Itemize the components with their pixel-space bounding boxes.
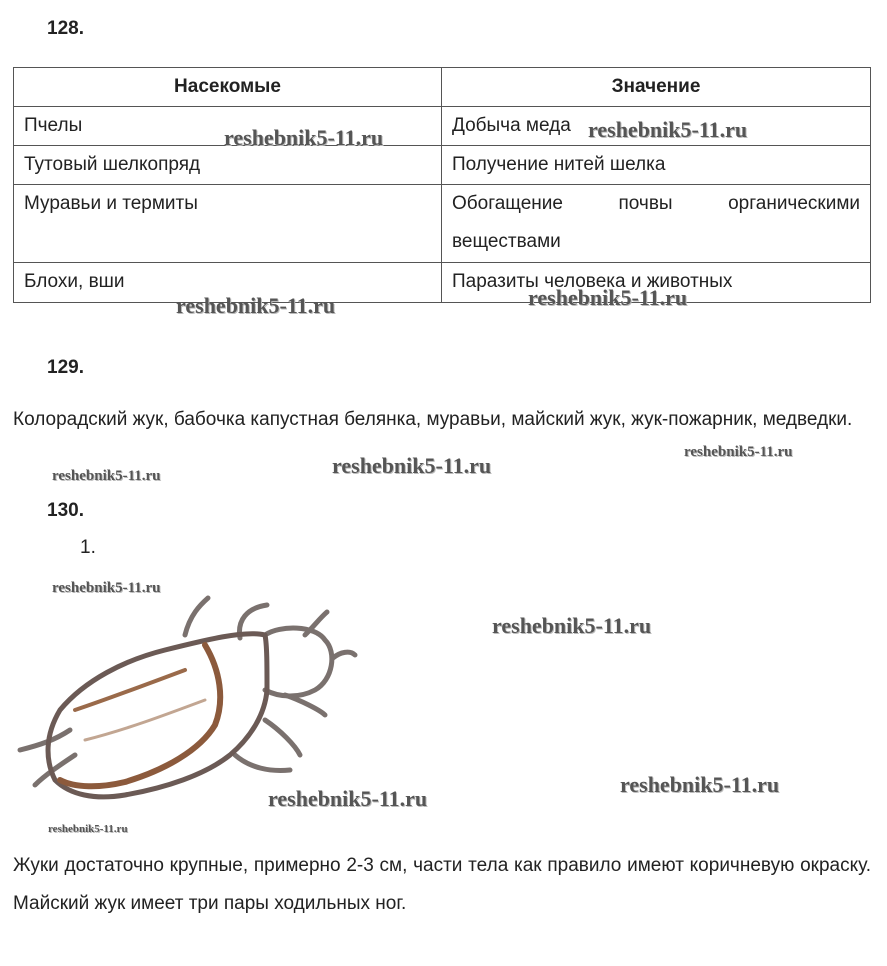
meaning-cell: Добыча меда <box>442 107 871 146</box>
watermark: reshebnik5-11.ru <box>176 293 336 318</box>
task-130-answer: Жуки достаточно крупные, примерно 2-3 см, части тела как правило имеют коричневую окраску. Майский жук имеет три пары ходильных ног. <box>13 855 871 914</box>
table-header-row <box>14 68 871 107</box>
wing-shading <box>85 700 205 740</box>
insect-cell: Муравьи и термиты <box>14 185 442 263</box>
meaning-cell: Обогащение почвы органическими веществами <box>442 185 871 263</box>
watermark: reshebnik5-11.ru <box>52 580 161 596</box>
watermark: reshebnik5-11.ru <box>332 453 492 478</box>
insect-cell: Пчелы <box>14 107 442 146</box>
wing-seam <box>60 645 220 786</box>
table-row <box>14 146 871 185</box>
leg <box>20 730 70 750</box>
insect-cell: Блохи, вши <box>14 263 442 303</box>
beetle-head <box>265 628 332 696</box>
watermark: reshebnik5-11.ru <box>620 772 780 797</box>
watermark: reshebnik5-11.ru <box>528 285 688 310</box>
watermark: reshebnik5-11.ru <box>684 444 793 460</box>
watermark: reshebnik5-11.ru <box>224 125 384 150</box>
watermark: reshebnik5-11.ru <box>492 613 652 638</box>
leg <box>285 695 325 715</box>
task-129-answer: Колорадский жук, бабочка капустная белянка, муравьи, майский жук, жук-пожарник, медведки. <box>13 409 853 430</box>
watermark: reshebnik5-11.ru <box>48 823 128 835</box>
meaning-cell: Паразиты человека и животных <box>442 263 871 303</box>
watermark: reshebnik5-11.ru <box>588 117 748 142</box>
leg <box>235 755 290 770</box>
table-row <box>14 185 871 263</box>
antenna <box>333 652 355 658</box>
antenna <box>185 598 208 635</box>
task-130-number: 130. <box>47 500 84 521</box>
column-header-insects: Насекомые <box>14 68 442 107</box>
table-row <box>14 263 871 303</box>
leg <box>265 720 300 755</box>
list-marker: 1. <box>80 537 96 558</box>
task-129-number: 129. <box>47 357 84 378</box>
wing-shading <box>75 670 185 710</box>
task-128-number: 128. <box>47 18 84 39</box>
insect-cell: Тутовый шелкопряд <box>14 146 442 185</box>
column-header-meaning: Значение <box>442 68 871 107</box>
meaning-cell: Получение нитей шелка <box>442 146 871 185</box>
insects-table <box>13 67 871 303</box>
watermark: reshebnik5-11.ru <box>268 786 428 811</box>
watermark: reshebnik5-11.ru <box>52 468 161 484</box>
